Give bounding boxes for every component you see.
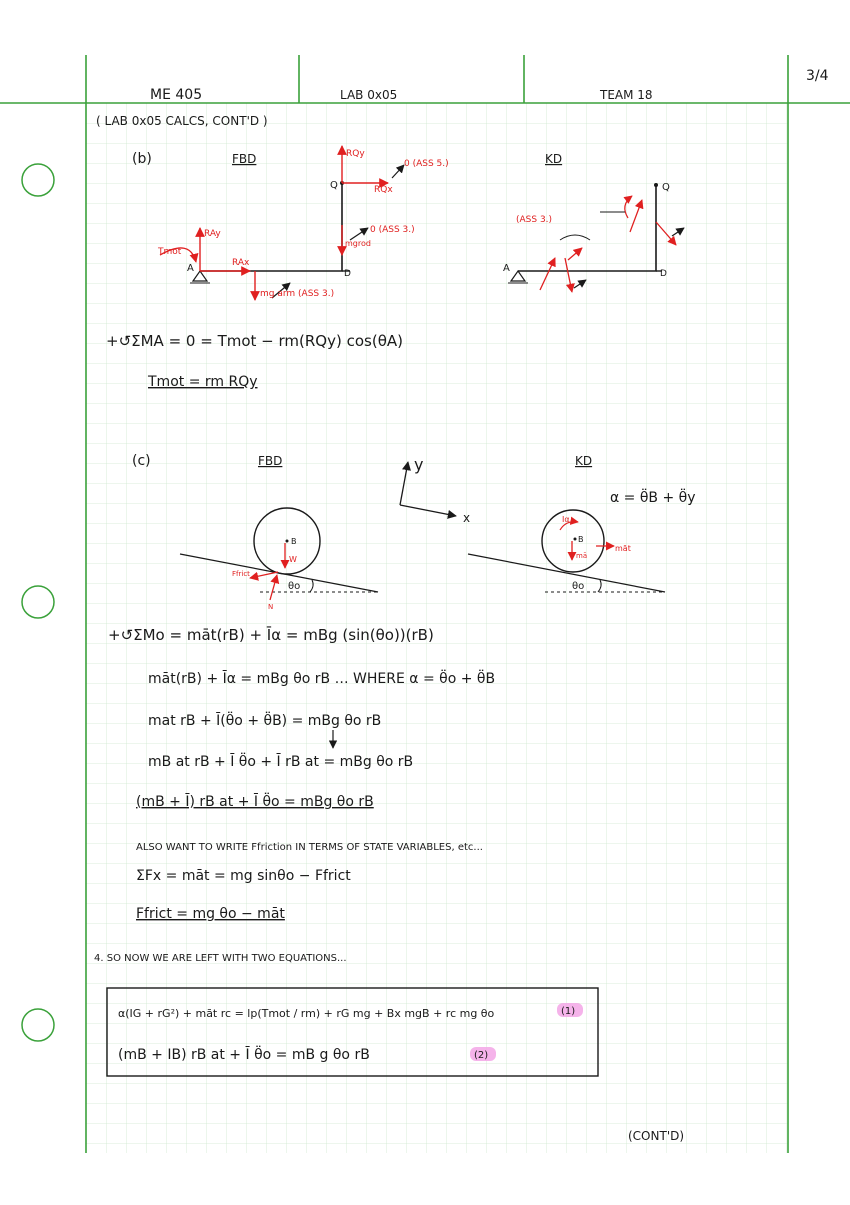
sum-fx-equation: ΣFx = māt = mg sinθo − Ffrict (136, 868, 351, 884)
part-c-kd-title: KD (575, 454, 593, 468)
kd-c-m-a-t: māt (615, 544, 631, 553)
axis-y-label: y (414, 455, 424, 474)
part-c-eq2: māt(rB) + Īα = mBg θo rB … WHERE α = θ̈o + θ̈B (148, 671, 496, 687)
header-course: ME 405 (150, 87, 203, 103)
fbd-rqx: RQx (374, 185, 393, 195)
fbd-c-n: N (268, 603, 274, 611)
fbd-mg-rod: mgrod (345, 239, 371, 248)
part-c-eq4: mB at rB + Ī θ̈o + Ī rB at = mBg θo rB (148, 754, 414, 770)
final-eq1-tag: (1) (561, 1006, 576, 1017)
fbd-point-d: D (344, 269, 351, 279)
fbd-tmot: Tmot (158, 247, 182, 257)
fbd-c-w: W (289, 555, 297, 564)
binder-holes (22, 164, 54, 1041)
fbd-point-a: A (187, 263, 194, 274)
fbd-c-point-b: B (291, 537, 297, 546)
part-b-label: (b) (132, 151, 152, 167)
part-4-text: 4. SO NOW WE ARE LEFT WITH TWO EQUATIONS... (94, 953, 347, 964)
fbd-ray: RAy (204, 229, 221, 239)
part-b-fbd-title: FBD (232, 152, 257, 166)
kd-c-m-a-bar: mā (576, 552, 588, 560)
fbd-rqy: RQy (346, 149, 365, 159)
final-eq1: α(IG + rG²) + māt rc = lp(Tmot / rm) + rG mg + Bx mgB + rc mg θo (118, 1007, 495, 1020)
fbd-ass5: 0 (ASS 5.) (404, 159, 449, 169)
continuation-title: ( LAB 0x05 CALCS, CONT'D ) (96, 114, 268, 128)
part-b-kd-title: KD (545, 152, 563, 166)
final-eq2: (mB + IB) rB at + Ī θ̈o = mB g θo rB (118, 1047, 370, 1063)
final-eq2-tag: (2) (474, 1050, 489, 1061)
part-c-eq3: mat rB + Ī(θ̈o + θ̈B) = mBg θo rB (148, 713, 382, 729)
fbd-c-ffrict: Ffrict (232, 570, 250, 578)
fbd-c-theta0: θo (288, 581, 301, 592)
fbd-rax: RAx (232, 258, 250, 268)
footer-contd: (CONT'D) (628, 1129, 685, 1143)
part-c-label: (c) (132, 453, 151, 469)
part-c-eq5: (mB + Ī) rB at + Ī θ̈o = mBg θo rB (136, 794, 374, 810)
kd-point-a: A (503, 263, 510, 274)
part-c-fbd-title: FBD (258, 454, 283, 468)
part-b-equation: +↺ΣMA = 0 = Tmot − rm(RQy) cos(θA) (106, 332, 403, 350)
kd-c-point-b: B (578, 535, 584, 544)
also-want-text: ALSO WANT TO WRITE Ffriction IN TERMS OF STATE VARIABLES, etc... (136, 842, 483, 853)
kd-c-i-alpha: Iα (562, 515, 570, 524)
ffrict-result: Ffrict = mg θo − māt (136, 906, 285, 922)
kd-ass3: (ASS 3.) (516, 215, 553, 225)
fbd-point-q: Q (330, 180, 338, 191)
fbd-mg-arm: mg arm (ASS 3.) (260, 289, 335, 299)
kd-point-d: D (660, 269, 667, 279)
fbd-ass3: 0 (ASS 3.) (370, 225, 415, 235)
alpha-definition: α = θ̈B + θ̈y (610, 490, 696, 506)
header-lab: LAB 0x05 (340, 88, 398, 102)
part-c-eq1: +↺ΣMo = māt(rB) + Īα = mBg (sin(θo))(rB) (108, 626, 434, 644)
header-team: TEAM 18 (600, 88, 653, 102)
axis-x-label: x (463, 511, 471, 525)
kd-point-q: Q (662, 182, 670, 193)
page-number: 3/4 (806, 68, 829, 84)
part-b-result: Tmot = rm RQy (148, 374, 258, 390)
kd-c-theta0: θo (572, 581, 585, 592)
